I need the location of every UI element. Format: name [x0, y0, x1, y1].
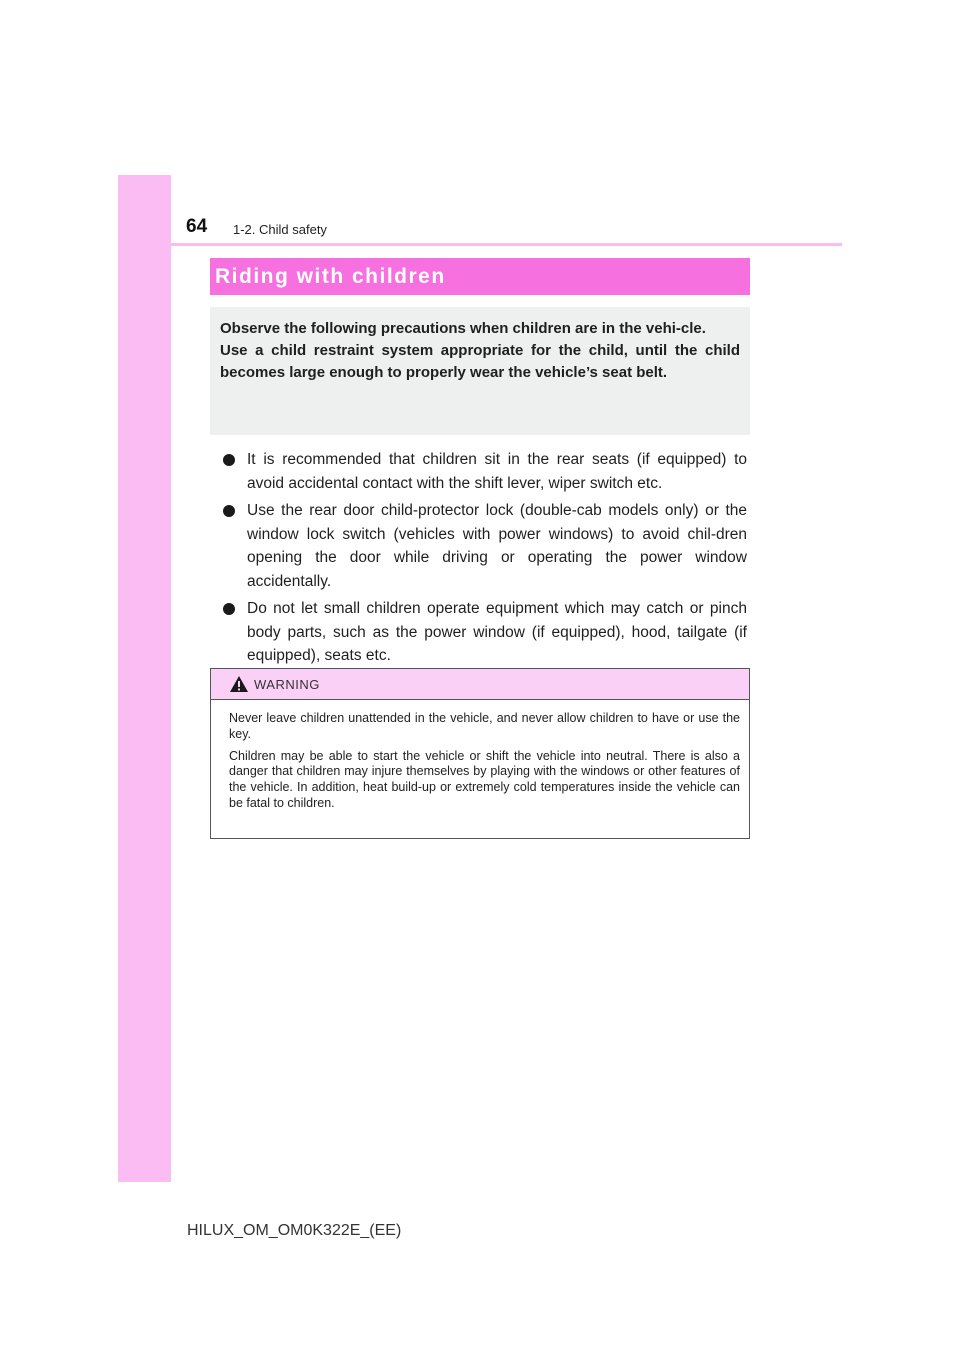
bullet-icon	[223, 454, 235, 466]
page-number: 64	[186, 216, 208, 237]
warning-paragraph-1: Never leave children unattended in the vehicle, and never allow children to have or use the key.	[229, 711, 740, 741]
section-title: Riding with children	[215, 265, 446, 288]
bullet-icon	[223, 603, 235, 615]
list-item-text: It is recommended that children sit in the rear seats (if equipped) to avoid accidental contact with the shift lever, wiper switch etc.	[247, 451, 747, 492]
intro-paragraph-2: Use a child restraint system appropriate for the child, until the child becomes large enough to properly wear the vehicle’s seat belt.	[220, 341, 740, 381]
warning-label: WARNING	[254, 677, 320, 692]
warning-triangle-icon	[229, 675, 249, 698]
list-item	[211, 448, 747, 495]
bullet-icon	[223, 505, 235, 517]
warning-box	[210, 668, 750, 839]
side-color-strip	[118, 175, 171, 1182]
section-reference: 1-2. Child safety	[233, 222, 327, 237]
intro-box	[210, 307, 750, 435]
list-item-text: Do not let small children operate equipment which may catch or pinch body parts, such as the power window (if equipped), hood, tailgate (if equipped), seats etc.	[247, 600, 747, 664]
warning-body	[211, 700, 749, 812]
warning-header	[211, 669, 749, 700]
warning-paragraph-2: Children may be able to start the vehicle or shift the vehicle into neutral. There is also a danger that children may injure themselves by playing with the windows or other features of the vehicle. In addition, heat build-up or extremely cold temperatures inside the vehicle can be fatal to children.	[229, 748, 740, 810]
list-item-text: Use the rear door child-protector lock (double-cab models only) or the window lock switch (vehicles with power windows) to avoid chil-dren opening the door while driving or operating the power window accidentally.	[247, 502, 747, 590]
document-id: HILUX_OM_OM0K322E_(EE)	[187, 1222, 402, 1239]
section-title-bar	[210, 258, 750, 295]
intro-paragraph-1: Observe the following precautions when children are in the vehi-cle.	[220, 320, 706, 337]
header-divider	[118, 243, 842, 246]
list-item	[211, 597, 747, 668]
precaution-list	[211, 448, 747, 672]
list-item	[211, 499, 747, 593]
